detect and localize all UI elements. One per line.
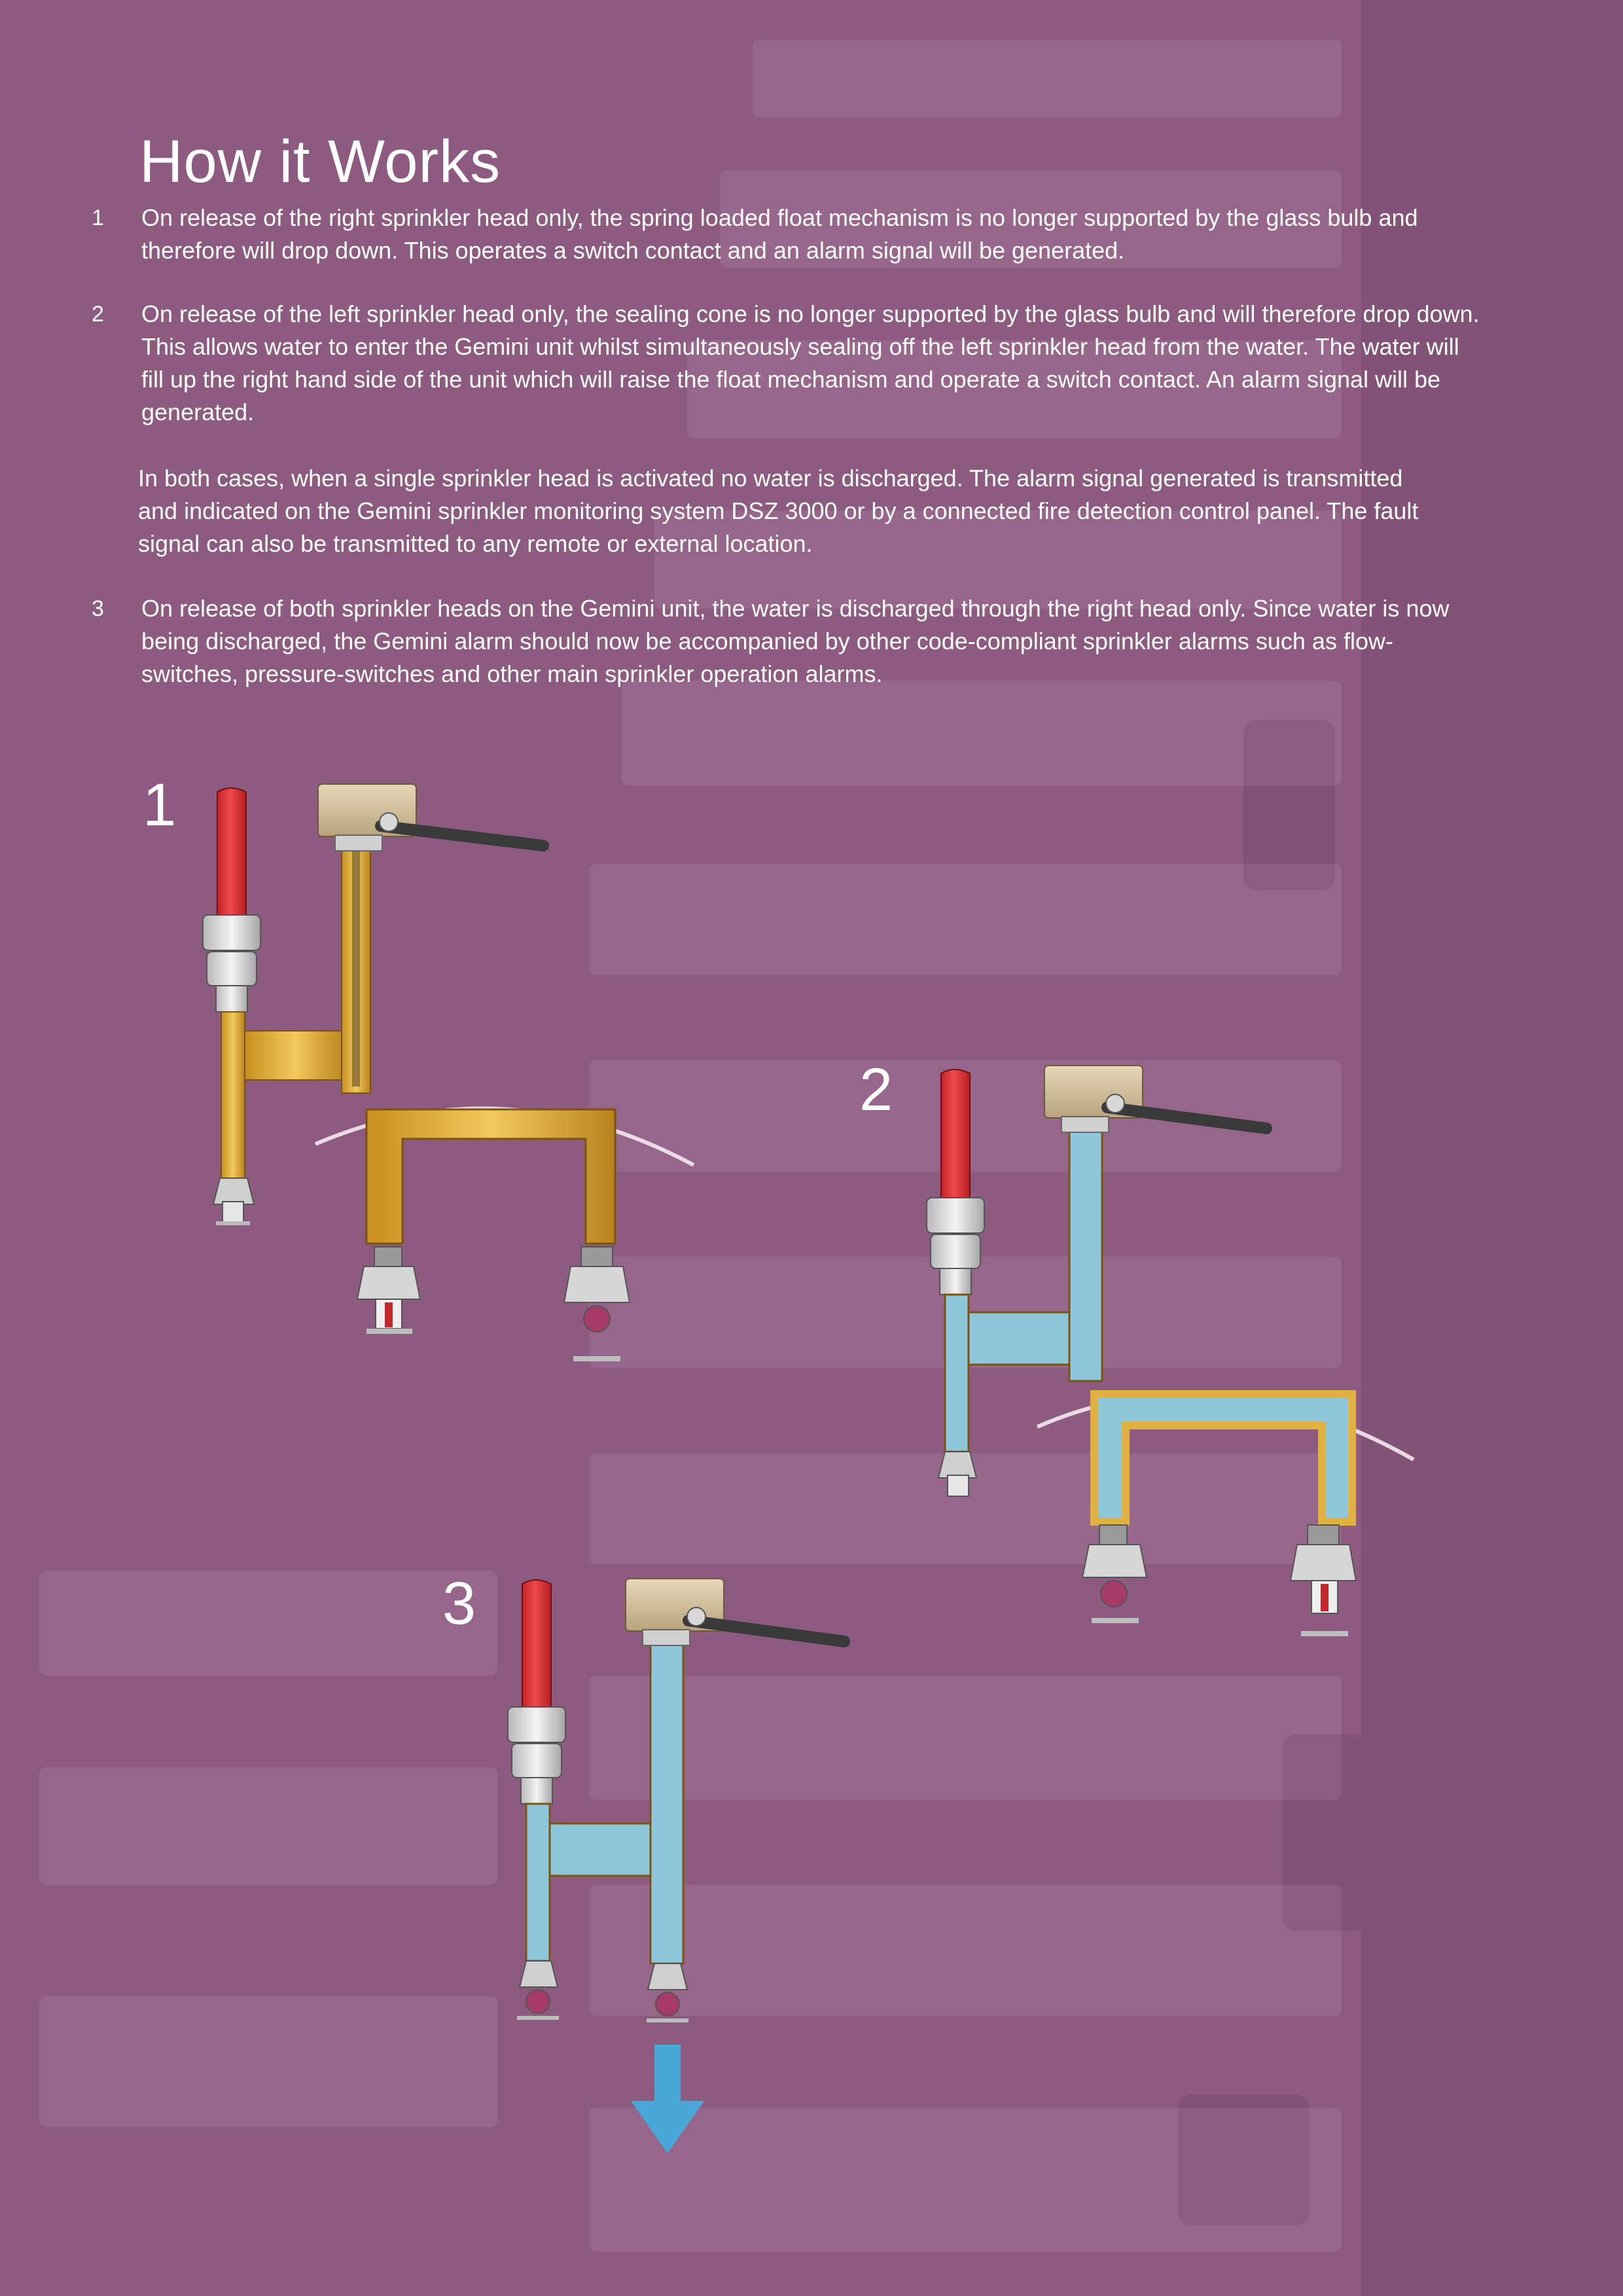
page-title: How it Works [139,128,501,195]
step-text: On release of both sprinkler heads on the Gemini unit, the water is discharged through the right head only. Since water is now being discharged, the Gemini alarm should now be accompanied by other code-compliant sprinkler alarms such as flow-switches, pressure-switches and other main sprinkler operation alarms. [141,595,1450,687]
figure-2-diagram [927,1066,1414,1636]
figure-label: 1 [143,772,177,838]
step-number: 1 [92,206,104,230]
figure-label: 3 [442,1570,476,1637]
step-text: On release of the right sprinkler head only, the spring loaded float mechanism is no longer supported by the glass bulb and therefore will drop down. This operates a switch contact and an alarm signal will be generated. [141,204,1418,264]
figure-1-diagram [203,784,694,1361]
figure-3-diagram [508,1579,844,2153]
figure-label: 2 [859,1056,893,1123]
step-number: 2 [92,302,104,327]
step-text: On release of the left sprinkler head only, the sealing cone is no longer supported by the glass bulb and will therefore drop down. This allows water to enter the Gemini unit whilst simultaneously sealing off the left sprinkler head from the water. The water will fill up the right hand side of the unit which will raise the float mechanism and operate a switch contact. An alarm signal will be generated. [141,300,1480,425]
step-number: 3 [92,596,104,621]
discharge-arrow-icon [631,2045,704,2153]
note-paragraph: In both cases, when a single sprinkler head is activated no water is discharged. The alarm signal generated is transmitted and indicated on the Gemini sprinkler monitoring system DSZ 3000 or by a connected fire detection control panel. The fault signal can also be transmitted to any remote or external location. [138,465,1419,557]
